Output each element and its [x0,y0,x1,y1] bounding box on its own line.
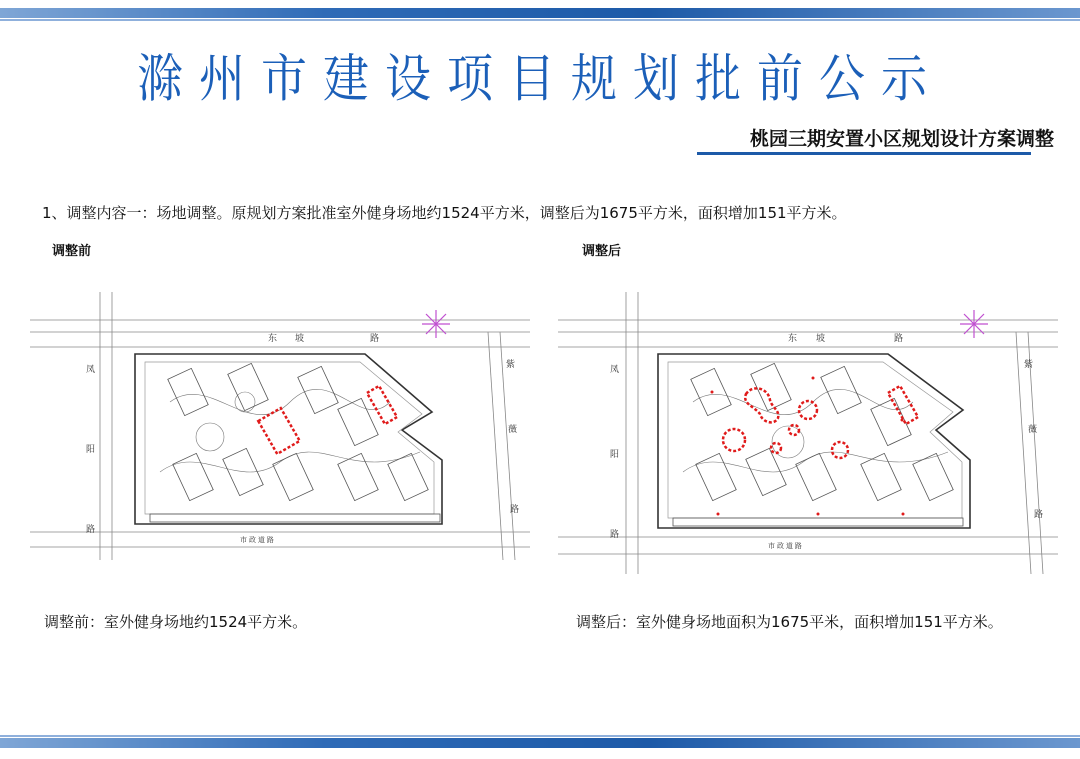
after-label: 调整后 [582,244,622,259]
road-label-north: 坡 [816,333,826,343]
top-decorative-line [0,19,1080,21]
bottom-decorative-line [0,735,1080,737]
road-label-east: 紫 [1024,359,1034,369]
road-label-north: 路 [894,333,904,343]
project-subtitle: 桃园三期安置小区规划设计方案调整 [749,128,1054,150]
road-label-east: 紫 [506,359,516,369]
after-caption: 调整后：室外健身场地面积为1675平米，面积增加151平方米。 [576,613,1003,631]
road-label-north: 东 [268,333,278,343]
road-label-south: 市 政 道 路 [768,543,802,550]
road-label-east: 薇 [1028,424,1038,434]
road-label-east: 薇 [508,424,518,434]
adjustment-item-1: 1、调整内容一：场地调整。原规划方案批准室外健身场地约1524平方米，调整后为1675平方米，面积增加151平方米。 [42,204,847,222]
bottom-decorative-band [0,738,1080,748]
road-label-west: 凤 [86,364,96,374]
road-label-south: 市 政 道 路 [240,537,274,544]
road-label-north: 坡 [295,333,305,343]
before-site-plan [30,292,530,560]
before-label: 调整前 [52,244,92,259]
road-label-west: 阳 [86,444,96,454]
road-label-west: 凤 [610,364,620,374]
before-caption: 调整前：室外健身场地约1524平方米。 [44,613,308,631]
road-label-west: 路 [86,524,96,534]
page-title: 滁州市建设项目规划批前公示 [137,48,943,109]
subtitle-underline [697,152,1031,155]
road-label-north: 路 [370,333,380,343]
road-label-east: 路 [510,504,520,514]
after-site-plan [558,292,1058,574]
road-label-west: 路 [610,529,620,539]
road-label-north: 东 [788,333,798,343]
north-marker-icon [960,310,988,338]
road-label-east: 路 [1034,509,1044,519]
north-marker-icon [422,310,450,338]
top-decorative-band [0,8,1080,18]
road-label-west: 阳 [610,449,620,459]
